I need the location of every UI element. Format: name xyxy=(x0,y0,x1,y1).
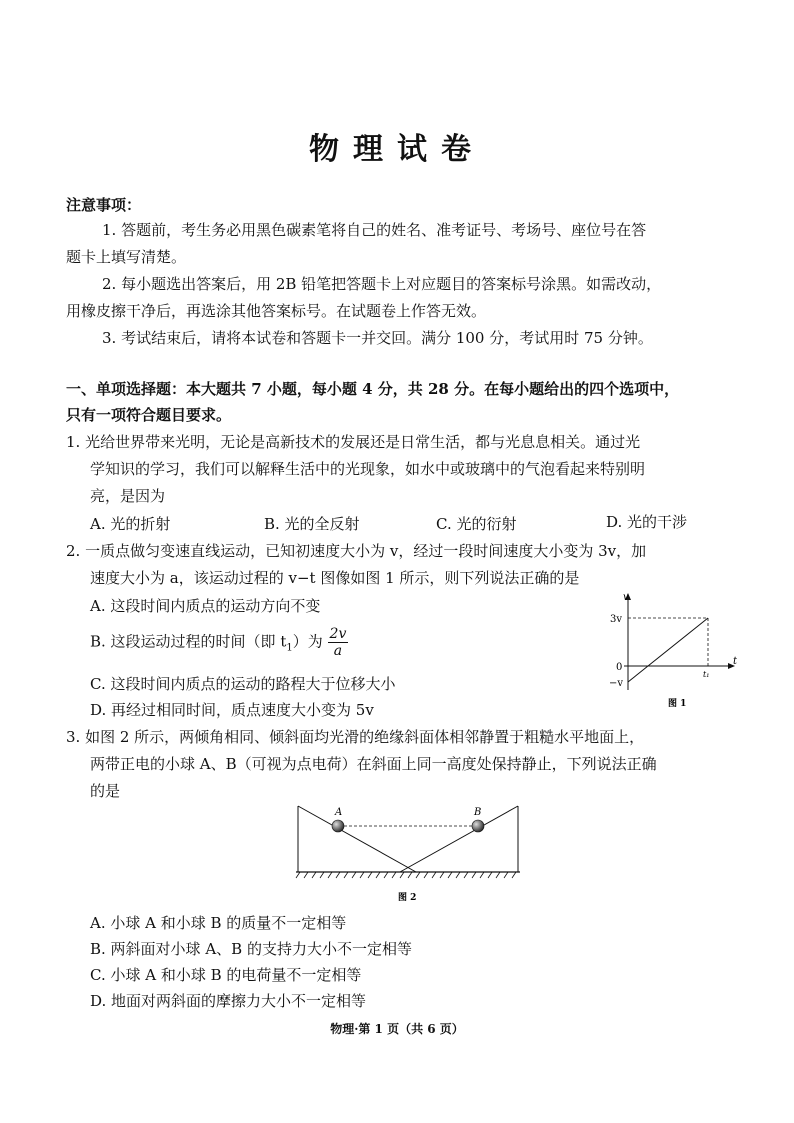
question-text: 2. 一质点做匀变速直线运动，已知初速度大小为 v，经过一段时间速度大小变为 3v，加 xyxy=(66,542,647,560)
ball-a xyxy=(332,820,344,832)
v-axis-label: v xyxy=(623,592,629,603)
tick-3v: 3v xyxy=(610,614,623,625)
question-text: 速度大小为 a，该运动过程的 v−t 图像如图 1 所示，则下列说法正确的是 xyxy=(90,569,580,587)
fraction-denominator: a xyxy=(333,643,343,659)
question-text: 1. 光给世界带来光明，无论是高新技术的发展还是日常生活，都与光息息相关。通过光 xyxy=(66,433,641,451)
page-footer: 物理·第 1 页（共 6 页） xyxy=(330,1022,464,1036)
notice-heading: 注意事项： xyxy=(66,196,142,214)
fraction-numerator: 2v xyxy=(329,626,347,642)
option-b-fraction xyxy=(328,626,349,659)
option-b xyxy=(90,626,348,659)
tick-neg-v: −v xyxy=(609,678,624,689)
option-b: B. 光的全反射 xyxy=(264,515,360,533)
option-a: A. 小球 A 和小球 B 的质量不一定相等 xyxy=(90,914,347,932)
option-c: C. 这段时间内质点的运动的路程大于位移大小 xyxy=(90,675,396,693)
notice-line: 1. 答题前，考生务必用黑色碳素笔将自己的姓名、准考证号、考场号、座位号在答 xyxy=(102,221,647,239)
question-text: 两带正电的小球 A、B（可视为点电荷）在斜面上同一高度处保持静止，下列说法正确 xyxy=(90,755,657,773)
option-b-text: B. 这段运动过程的时间（即 t xyxy=(90,632,287,651)
figure-caption: 图 1 xyxy=(668,699,687,709)
notice-line: 题卡上填写清楚。 xyxy=(66,248,187,266)
option-b-subscript: 1 xyxy=(286,642,293,654)
figure-caption: 图 2 xyxy=(398,893,417,903)
left-slope xyxy=(298,806,416,872)
right-slope xyxy=(400,806,518,872)
option-c: C. 光的衍射 xyxy=(436,515,517,533)
option-b-text-mid: ）为 xyxy=(292,632,323,651)
notice-line: 2. 每小题选出答案后，用 2B 铅笔把答题卡上对应题目的答案标号涂黑。如需改动， xyxy=(102,275,662,293)
inclines-figure xyxy=(292,800,524,908)
option-b: B. 两斜面对小球 A、B 的支持力大小不一定相等 xyxy=(90,940,412,958)
ball-a-label: A xyxy=(335,807,343,818)
ball-b-label: B xyxy=(474,807,482,818)
tick-zero: 0 xyxy=(616,662,623,673)
notice-line: 用橡皮擦干净后，再选涂其他答案标号。在试题卷上作答无效。 xyxy=(66,302,487,320)
page-title: 物理试卷 xyxy=(309,132,485,167)
section-heading: 一、单项选择题：本大题共 7 小题，每小题 4 分，共 28 分。在每小题给出的四个选项中， xyxy=(66,380,680,398)
t-axis-label: t xyxy=(733,656,738,667)
vt-line xyxy=(628,618,708,682)
ground-hatching xyxy=(296,872,516,878)
notice-line: 3. 考试结束后，请将本试卷和答题卡一并交回。满分 100 分，考试用时 75 分钟。 xyxy=(102,329,653,347)
option-a: A. 光的折射 xyxy=(90,515,171,533)
section-heading: 只有一项符合题目要求。 xyxy=(66,406,232,424)
question-text: 学知识的学习，我们可以解释生活中的光现象，如水中或玻璃中的气泡看起来特别明 xyxy=(90,460,646,478)
option-a: A. 这段时间内质点的运动方向不变 xyxy=(90,597,321,615)
question-text: 的是 xyxy=(90,782,121,800)
vt-graph-figure xyxy=(604,590,744,712)
question-text: 亮，是因为 xyxy=(90,487,166,505)
option-d: D. 再经过相同时间，质点速度大小变为 5v xyxy=(90,701,374,719)
ball-b xyxy=(472,820,484,832)
option-d: D. 光的干涉 xyxy=(606,513,688,531)
option-c: C. 小球 A 和小球 B 的电荷量不一定相等 xyxy=(90,966,362,984)
tick-t1: t₁ xyxy=(703,670,710,679)
question-text: 3. 如图 2 所示，两倾角相同、倾斜面均光滑的绝缘斜面体相邻静置于粗糙水平地面上， xyxy=(66,728,645,746)
option-d: D. 地面对两斜面的摩擦力大小不一定相等 xyxy=(90,992,367,1010)
